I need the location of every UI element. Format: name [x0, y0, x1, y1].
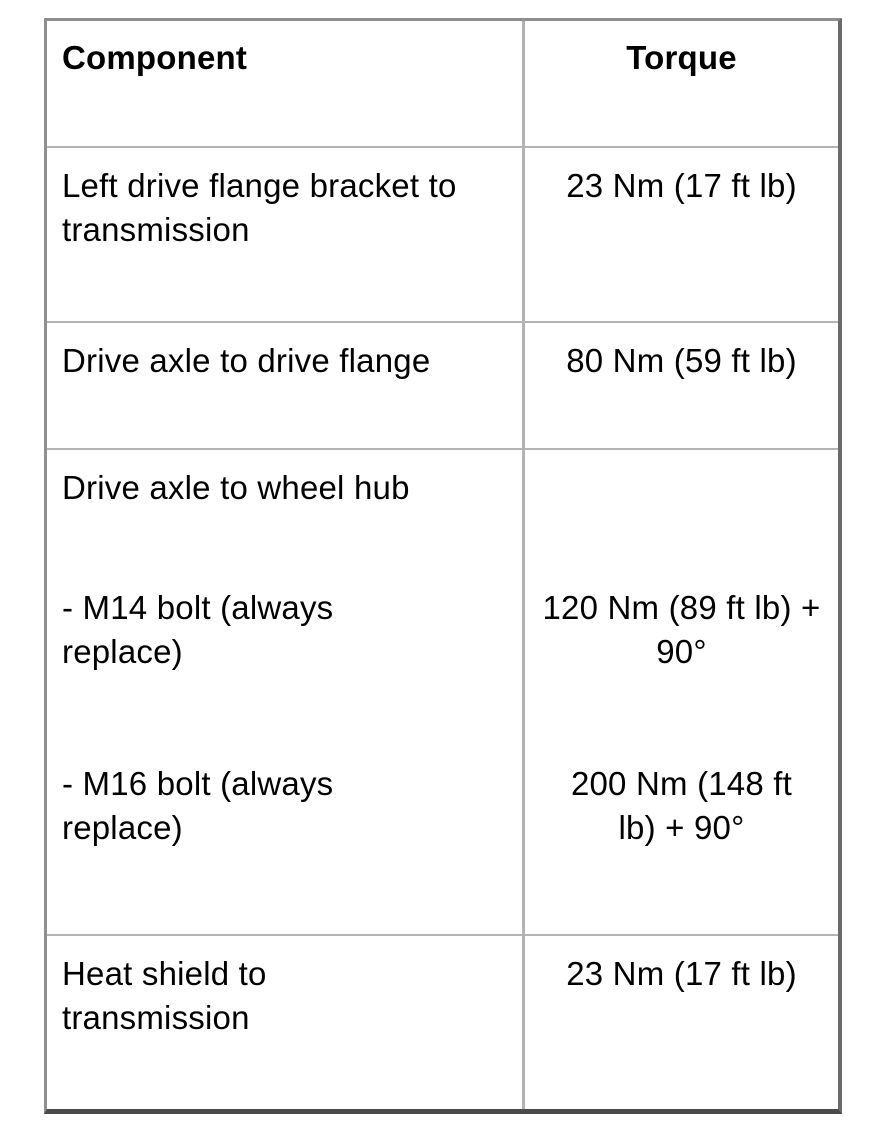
- spacer: [531, 674, 832, 762]
- spacer: [62, 674, 514, 762]
- component-cell: Drive axle to drive flange: [47, 323, 525, 448]
- component-group-label: Drive axle to wheel hub: [62, 469, 410, 506]
- spacer: [62, 510, 514, 586]
- sub-component-m16: - M16 bolt (always replace): [62, 765, 334, 846]
- table-row: [47, 146, 838, 321]
- sub-component-m14: - M14 bolt (always replace): [62, 589, 334, 670]
- torque-cell: 23 Nm (17 ft lb): [566, 167, 797, 204]
- table-row: [47, 321, 838, 448]
- component-cell: Heat shield to transmission: [47, 936, 525, 1109]
- torque-group-value: [531, 466, 832, 510]
- header-torque: Torque: [626, 39, 737, 76]
- header-component: Component: [47, 21, 525, 146]
- table-row: [47, 934, 838, 1109]
- component-cell: Left drive flange bracket to transmission: [47, 148, 525, 321]
- component-cell: [47, 450, 525, 934]
- torque-specification-table: [44, 18, 842, 1114]
- torque-m16: 200 Nm (148 ft lb) + 90°: [570, 765, 793, 846]
- torque-m14: 120 Nm (89 ft lb) + 90°: [542, 589, 821, 670]
- spacer: [531, 510, 832, 586]
- torque-cell: [525, 450, 838, 934]
- table-row: [47, 448, 838, 934]
- table-header-row: [47, 21, 838, 146]
- torque-cell: 23 Nm (17 ft lb): [566, 955, 797, 992]
- torque-cell: 80 Nm (59 ft lb): [566, 342, 797, 379]
